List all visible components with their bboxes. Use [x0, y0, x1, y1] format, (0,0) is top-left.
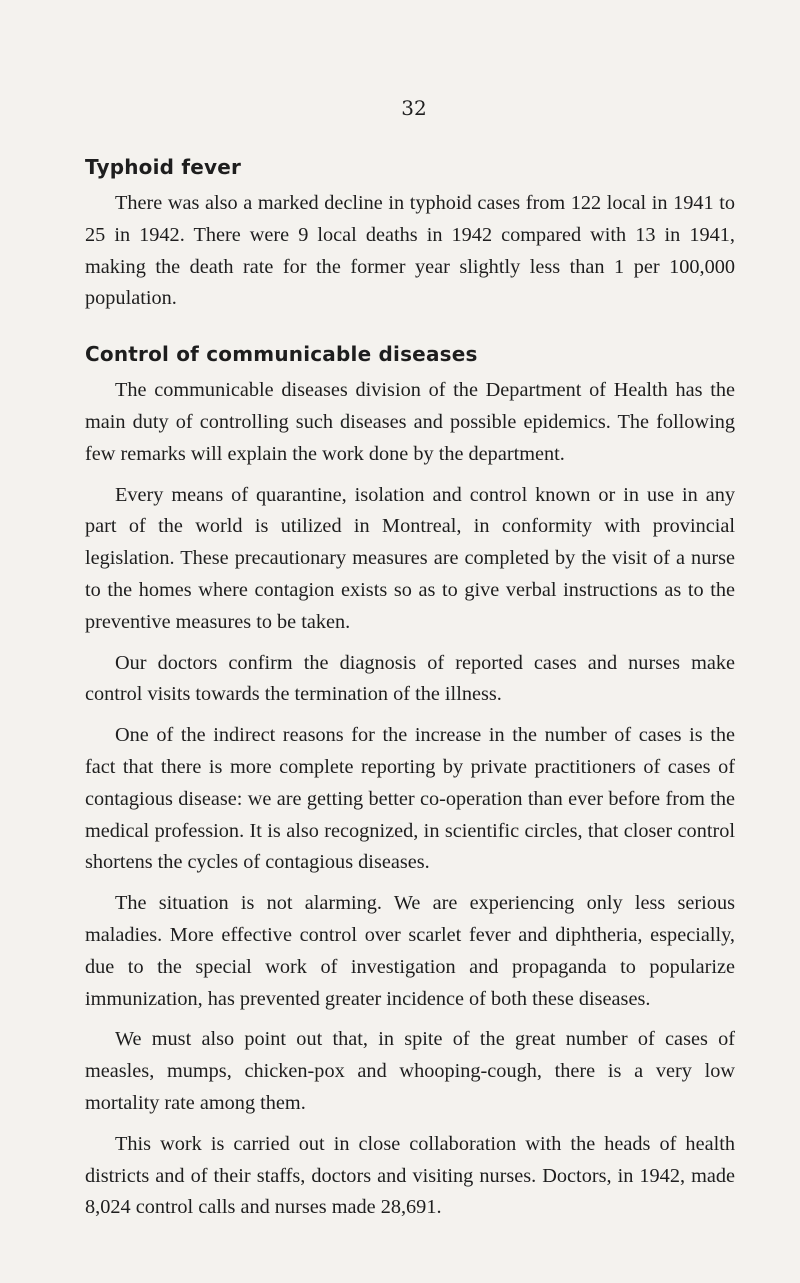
page-number: 32	[401, 96, 427, 120]
paragraph: There was also a marked decline in typhoid cases from 122 local in 1941 to 25 in 1942. There were 9 local deaths in 1942 compared with 13 in 1941, making the death rate for the former year slightly less than 1 per 100,000 population.	[85, 192, 735, 310]
paragraph: Every means of quarantine, isolation and control known or in use in any part of the world is utilized in Montreal, in conformity with provincial legislation. These precautionary measures are completed by the visit of a nurse to the homes where contagion exists so as to give verbal instructions as to the preventive measures to be taken.	[85, 483, 735, 633]
paragraph: The communicable diseases division of the Department of Health has the main duty of controlling such diseases and possible epidemics. The following few remarks will explain the work done by the department.	[85, 379, 735, 465]
section-heading-control-of-communicable-diseases: Control of communicable diseases	[85, 342, 478, 367]
paragraph: The situation is not alarming. We are experiencing only less serious maladies. More effective control over scarlet fever and diphtheria, especially, due to the special work of investigation and propaganda to popularize immunization, has prevented greater incidence of both these diseases.	[85, 892, 735, 1010]
document-page	[85, 96, 735, 1233]
paragraph: One of the indirect reasons for the increase in the number of cases is the fact that there is more complete reporting by private practitioners of cases of contagious disease: we are getting better co-operation than ever before from the medical profession. It is also recognized, in scientific circles, that closer control shortens the cycles of contagious diseases.	[85, 724, 735, 874]
paragraph: We must also point out that, in spite of the great number of cases of measles, mumps, chicken-pox and whooping-cough, there is a very low mortality rate among them.	[85, 1028, 735, 1114]
paragraph: Our doctors confirm the diagnosis of reported cases and nurses make control visits towards the termination of the illness.	[85, 651, 735, 706]
section-heading-typhoid-fever: Typhoid fever	[85, 155, 242, 179]
paragraph: This work is carried out in close collaboration with the heads of health districts and of their staffs, doctors and visiting nurses. Doctors, in 1942, made 8,024 control calls and nurses made 28,691.	[85, 1132, 735, 1219]
